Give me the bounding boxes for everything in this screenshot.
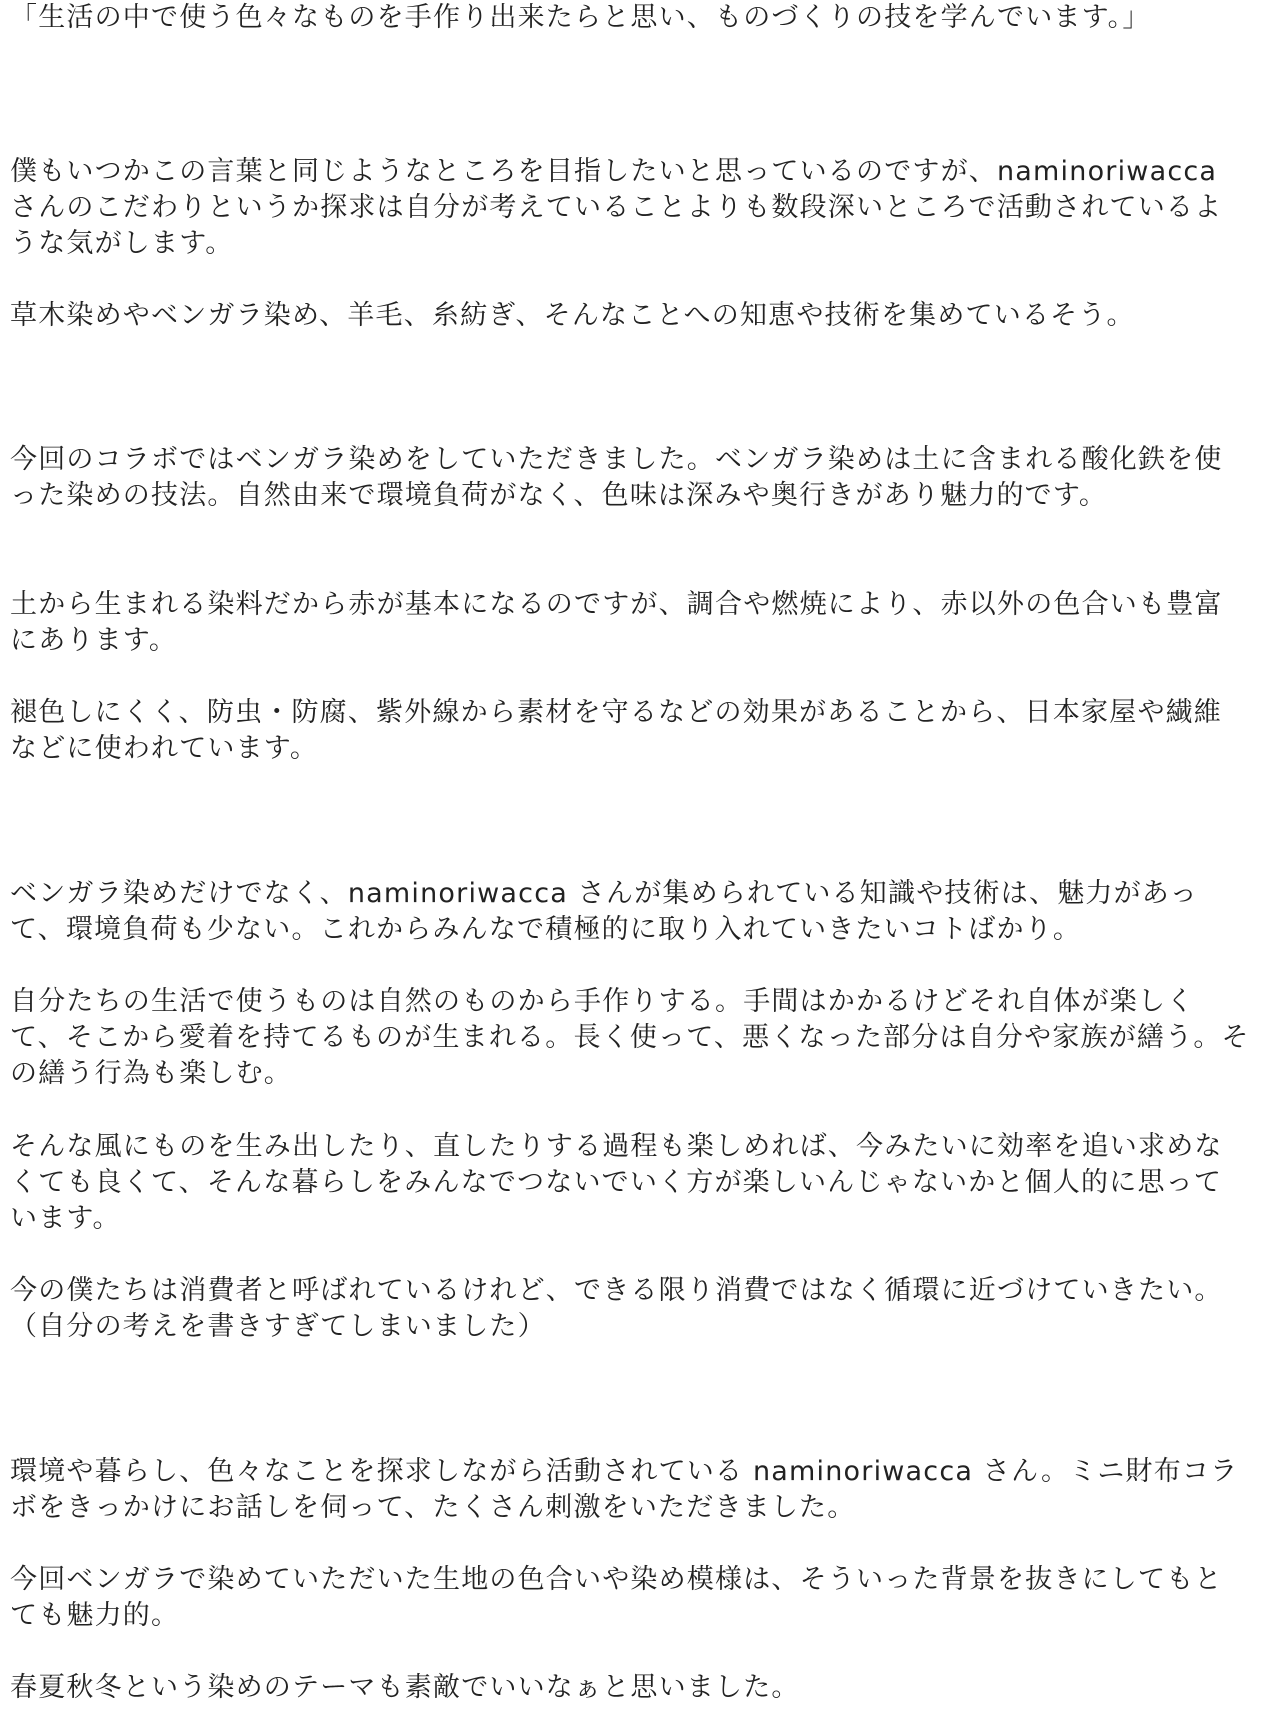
paragraph: 褪色しにくく、防虫・防腐、紫外線から素材を守るなどの効果があることから、日本家屋や繊維などに使われています。: [10, 697, 1223, 764]
paragraph-quote: 「生活の中で使う色々なものを手作り出来たらと思い、ものづくりの技を学んでいます。」: [10, 2, 1151, 33]
paragraph: 土から生まれる染料だから赤が基本になるのですが、調合や燃焼により、赤以外の色合いも豊富にあります。: [10, 589, 1223, 656]
paragraph: 今の僕たちは消費者と呼ばれているけれど、できる限り消費ではなく循環に近づけていきたい。（自分の考えを書きすぎてしまいました）: [10, 1275, 1223, 1342]
paragraph: ベンガラ染めだけでなく、naminoriwacca さんが集められている知識や技術は、魅力があって、環境負荷も少ない。これからみんなで積極的に取り入れていきたいコトばかり。: [10, 878, 1198, 945]
paragraph: 今回ベンガラで染めていただいた生地の色合いや染め模様は、そういった背景を抜きにしてもとても魅力的。: [10, 1564, 1223, 1631]
paragraph: そんな風にものを生み出したり、直したりする過程も楽しめれば、今みたいに効率を追い求めなくても良くて、そんな暮らしをみんなでつないでいく方が楽しいんじゃないかと個人的に思っています。: [10, 1131, 1223, 1234]
paragraph: 草木染めやベンガラ染め、羊毛、糸紡ぎ、そんなことへの知恵や技術を集めているそう。: [10, 300, 1135, 331]
paragraph: 自分たちの生活で使うものは自然のものから手作りする。手間はかかるけどそれ自体が楽しくて、そこから愛着を持てるものが生まれる。長く使って、悪くなった部分は自分や家族が繕う。その繕う行為も楽しむ。: [10, 986, 1250, 1089]
paragraph: 環境や暮らし、色々なことを探求しながら活動されている naminoriwacca さん。ミニ財布コラボをきっかけにお話しを伺って、たくさん刺激をいただきました。: [10, 1456, 1239, 1523]
paragraph: 今回のコラボではベンガラ染めをしていただきました。ベンガラ染めは土に含まれる酸化鉄を使った染めの技法。自然由来で環境負荷がなく、色味は深みや奥行きがあり魅力的です。: [10, 444, 1223, 511]
paragraph: 僕もいつかこの言葉と同じようなところを目指したいと思っているのですが、naminoriwacca さんのこだわりというか探求は自分が考えていることよりも数段深いところで活動されているような気がします。: [10, 156, 1223, 259]
paragraph: 春夏秋冬という染めのテーマも素敵でいいなぁと思いました。: [10, 1672, 800, 1703]
